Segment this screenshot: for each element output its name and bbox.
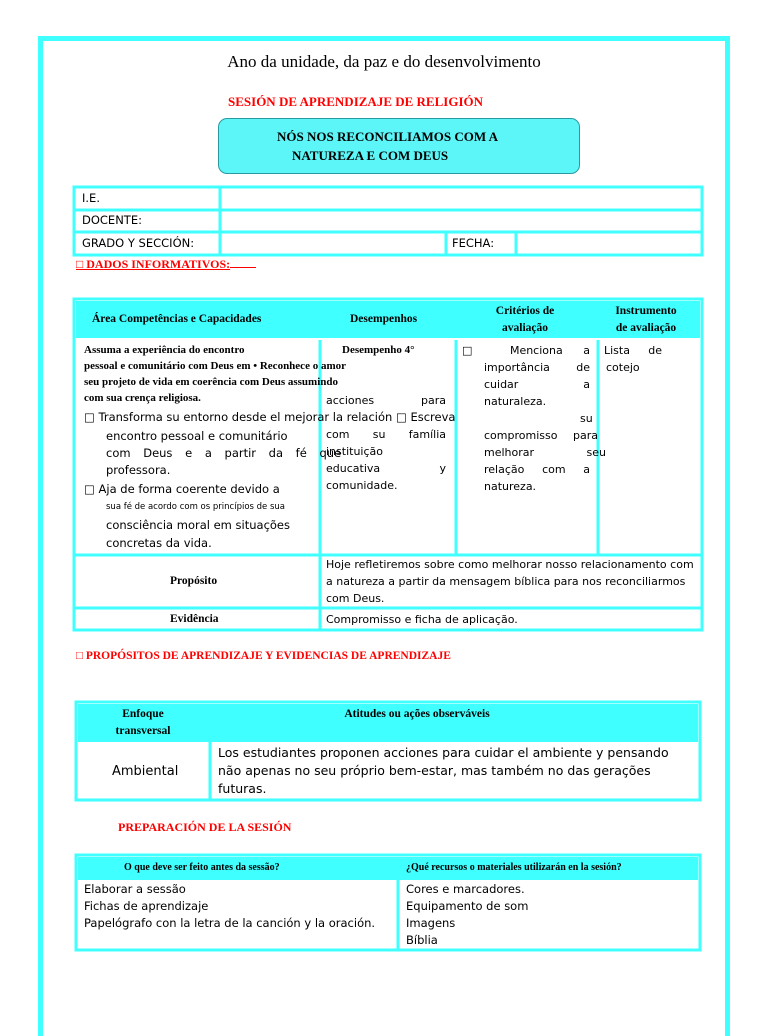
criterio-line: □ Menciona a (462, 344, 590, 357)
header-enfoque-2: transversal (115, 725, 171, 737)
header-atitudes: Atitudes ou ações observáveis (344, 708, 490, 720)
recurso-item: Equipamento de som (406, 899, 529, 913)
area-line: concretas da vida. (106, 536, 212, 550)
enfoque-value: Ambiental (112, 764, 179, 779)
proposito-line: a natureza a partir da mensagem bíblica para nos reconciliarmos (326, 575, 686, 588)
desempenho-line: acciones para (326, 394, 446, 407)
antes-item: Papelógrafo con la letra de la canción y la oración. (84, 916, 376, 930)
preparacion-heading: PREPARACIÓN DE LA SESIÓN (118, 820, 292, 834)
recurso-item: Cores e marcadores. (406, 882, 525, 896)
area-line: com Deus e a partir da fé que (106, 446, 342, 460)
fecha-label: FECHA: (452, 236, 495, 250)
area-line: professora. (106, 463, 171, 477)
desempenho-title: Desempenho 4° (342, 344, 415, 356)
criterio-line: naturaleza. (484, 395, 547, 408)
criterio-line: compromisso para (484, 429, 598, 442)
area-line: encontro pessoal e comunitário (106, 429, 288, 443)
topic-line-1: NÓS NOS RECONCILIAMOS COM A (277, 129, 499, 144)
recurso-item: Bíblia (406, 933, 438, 947)
area-line: com sua crença religiosa. (84, 392, 201, 404)
criterio-line: cuidar a (484, 378, 590, 391)
header-criterios-1: Critérios de (495, 305, 555, 317)
evidencia-label: Evidência (170, 613, 219, 625)
criterio-line: natureza. (484, 480, 537, 493)
header-criterios-2: avaliação (502, 322, 548, 334)
header-enfoque-1: Enfoque (122, 708, 164, 720)
instrumento-line: cotejo (606, 361, 640, 374)
area-line: sua fé de acordo com os princípios de sua (106, 502, 286, 512)
recurso-item: Imagens (406, 916, 456, 930)
atitudes-line: Los estudiantes proponen acciones para cuidar el ambiente y pensando (218, 745, 669, 760)
atitudes-line: não apenas no seu próprio bem-estar, mas também no das gerações (218, 763, 651, 778)
atitudes-line: futuras. (218, 781, 267, 796)
desempenho-line: comunidade. (326, 479, 398, 492)
area-line: Assuma a experiência do encontro (84, 344, 245, 356)
header-instrumento-2: de avaliação (615, 322, 677, 334)
criterio-line: importância de (484, 361, 590, 374)
grado-label: GRADO Y SECCIÓN: (82, 236, 195, 250)
header-recursos: ¿Qué recursos o materiales utilizarán en la sesión? (406, 862, 622, 873)
header-instrumento-1: Instrumento (615, 305, 677, 317)
criterio-line: su (580, 412, 593, 425)
topic-line-2: NATUREZA E COM DEUS (292, 148, 449, 163)
area-line: consciência moral em situações (106, 518, 290, 532)
criterio-line: relação com a (484, 463, 590, 476)
criterio-line: melhorar seu (484, 446, 606, 459)
header-area: Área Competências e Capacidades (92, 313, 262, 325)
desempenho-line: com su família (326, 428, 446, 441)
area-line: □ Transforma su entorno desde el mejorar la relación □ Escreva (84, 410, 456, 424)
desempenho-line: educativa y (326, 462, 446, 475)
area-line: □ Aja de forma coerente devido a (84, 482, 280, 496)
desempenho-line: instituição (326, 445, 383, 458)
instrumento-line: Lista de (604, 344, 662, 357)
session-subject: SESIÓN DE APRENDIZAJE DE RELIGIÓN (228, 94, 484, 109)
year-title: Ano da unidade, da paz e do desenvolvimento (227, 52, 541, 71)
area-line: pessoal e comunitário com Deus em • Reconhece o amor (84, 360, 346, 372)
proposito-line: com Deus. (326, 592, 385, 605)
area-line: seu projeto de vida em coerência com Deus assumindo (84, 376, 338, 388)
evidencia-text: Compromisso e ficha de aplicação. (326, 613, 518, 626)
header-desempenhos: Desempenhos (350, 313, 418, 325)
datos-heading: □ DADOS INFORMATIVOS: (76, 257, 256, 272)
proposito-line: Hoje refletiremos sobre como melhorar nosso relacionamento com (326, 558, 694, 571)
antes-item: Elaborar a sessão (84, 882, 186, 896)
propositos-heading: □ PROPÓSITOS DE APRENDIZAJE Y EVIDENCIAS DE APRENDIZAJE (76, 650, 451, 662)
proposito-label: Propósito (170, 575, 218, 587)
header-antes: O que deve ser feito antes da sessão? (124, 862, 280, 873)
ie-label: I.E. (82, 191, 100, 205)
docente-label: DOCENTE: (82, 213, 142, 227)
antes-item: Fichas de aprendizaje (84, 899, 209, 913)
